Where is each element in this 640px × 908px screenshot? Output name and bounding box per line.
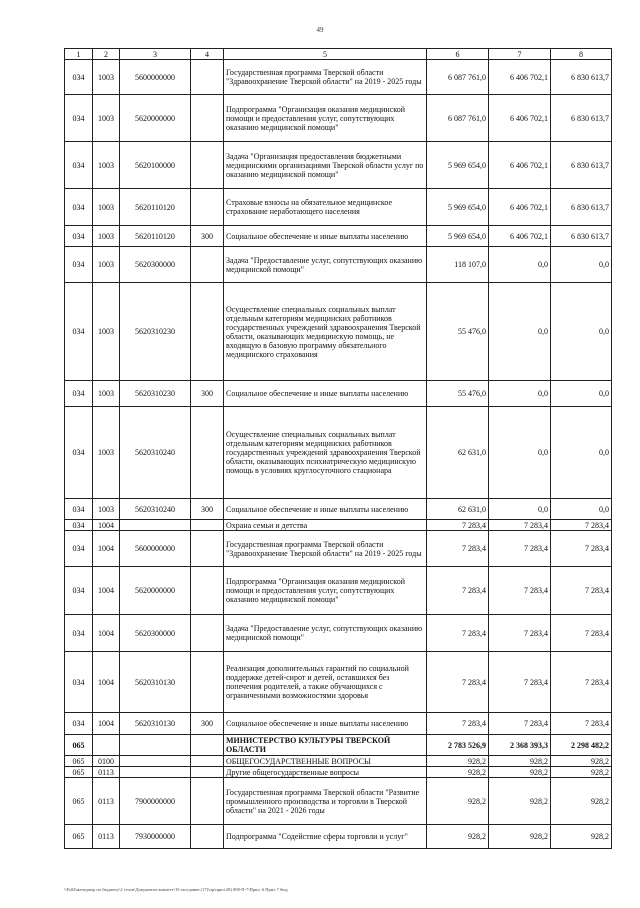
header-cell: 6: [427, 49, 489, 60]
table-row: [65, 652, 612, 713]
cell-amount-2: 7 283,4: [489, 652, 551, 713]
cell-target-article: 5620000000: [120, 567, 191, 615]
cell-expense-type: [191, 778, 224, 825]
cell-amount-1: 6 087 761,0: [427, 60, 489, 95]
cell-amount-1: 928,2: [427, 778, 489, 825]
cell-name: Охрана семьи и детства: [224, 520, 427, 531]
cell-amount-3: 7 283,4: [551, 615, 612, 652]
cell-amount-3: 0,0: [551, 499, 612, 520]
cell-amount-3: 7 283,4: [551, 652, 612, 713]
cell-name: Другие общегосударственные вопросы: [224, 767, 427, 778]
cell-section: 1004: [93, 713, 120, 735]
cell-amount-3: 6 830 613,7: [551, 60, 612, 95]
cell-expense-type: [191, 520, 224, 531]
cell-amount-1: 7 283,4: [427, 531, 489, 567]
cell-name: МИНИСТЕРСТВО КУЛЬТУРЫ ТВЕРСКОЙ ОБЛАСТИ: [224, 735, 427, 756]
cell-section: 0113: [93, 778, 120, 825]
table-row: [65, 95, 612, 142]
cell-amount-3: 6 830 613,7: [551, 142, 612, 189]
header-cell: 4: [191, 49, 224, 60]
cell-amount-3: 7 283,4: [551, 567, 612, 615]
cell-amount-2: 0,0: [489, 247, 551, 283]
cell-expense-type: [191, 95, 224, 142]
table-row: [65, 142, 612, 189]
cell-expense-type: [191, 652, 224, 713]
table-row: [65, 499, 612, 520]
cell-amount-3: 6 830 613,7: [551, 95, 612, 142]
cell-ved: 034: [65, 567, 93, 615]
cell-amount-1: 62 631,0: [427, 499, 489, 520]
table-row: [65, 767, 612, 778]
cell-ved: 065: [65, 767, 93, 778]
cell-amount-2: 2 368 393,3: [489, 735, 551, 756]
cell-name: Задача "Предоставление услуг, сопутствующих оказанию медицинской помощи": [224, 247, 427, 283]
cell-section: 1004: [93, 652, 120, 713]
cell-ved: 034: [65, 95, 93, 142]
cell-name: Подпрограмма "Организация оказания медицинской помощи и предоставления услуг, сопутствующих оказанию медицинской помощи": [224, 567, 427, 615]
cell-amount-2: 6 406 702,1: [489, 189, 551, 226]
table-row: [65, 60, 612, 95]
cell-section: 1003: [93, 142, 120, 189]
cell-target-article: 5620300000: [120, 247, 191, 283]
cell-name: Страховые взносы на обязательное медицинское страхование неработающего населения: [224, 189, 427, 226]
cell-ved: 034: [65, 142, 93, 189]
cell-amount-3: 7 283,4: [551, 713, 612, 735]
cell-expense-type: 300: [191, 381, 224, 407]
cell-expense-type: [191, 283, 224, 381]
cell-amount-2: 928,2: [489, 778, 551, 825]
cell-name: Социальное обеспечение и иные выплаты населению: [224, 499, 427, 520]
cell-amount-2: 6 406 702,1: [489, 142, 551, 189]
cell-name: Государственная программа Тверской области "Здравоохранение Тверской области" на 2019 - 2025 годы: [224, 60, 427, 95]
cell-amount-1: 7 283,4: [427, 567, 489, 615]
cell-amount-2: 928,2: [489, 825, 551, 849]
header-cell: 8: [551, 49, 612, 60]
cell-name: Осуществление специальных социальных выплат отдельным категориям медицинских работников государственных учреждений здравоохранения Тверской области, оказывающих медицинскую помощь, не входящую в базовую программу обязательного медицинского страхования: [224, 283, 427, 381]
cell-name: Реализация дополнительных гарантий по социальной поддержке детей-сирот и детей, оставшихся без попечения родителей, а также обучающихся с ограниченными возможностями здоровья: [224, 652, 427, 713]
cell-section: 0113: [93, 767, 120, 778]
table-row: [65, 520, 612, 531]
cell-section: 1004: [93, 531, 120, 567]
cell-target-article: [120, 767, 191, 778]
cell-section: 1003: [93, 189, 120, 226]
cell-amount-2: 6 406 702,1: [489, 60, 551, 95]
cell-amount-1: 7 283,4: [427, 713, 489, 735]
cell-section: 1004: [93, 567, 120, 615]
cell-name: Социальное обеспечение и иные выплаты населению: [224, 226, 427, 247]
cell-target-article: 5620310130: [120, 713, 191, 735]
cell-amount-2: 7 283,4: [489, 615, 551, 652]
cell-target-article: 5620110120: [120, 189, 191, 226]
cell-target-article: 7930000000: [120, 825, 191, 849]
cell-ved: 034: [65, 189, 93, 226]
cell-amount-1: 928,2: [427, 756, 489, 767]
cell-amount-1: 928,2: [427, 825, 489, 849]
table-row: [65, 407, 612, 499]
cell-amount-3: 928,2: [551, 756, 612, 767]
cell-name: Социальное обеспечение и иные выплаты населению: [224, 713, 427, 735]
cell-target-article: [120, 735, 191, 756]
cell-target-article: 5620310130: [120, 652, 191, 713]
cell-amount-3: 928,2: [551, 767, 612, 778]
cell-amount-2: 7 283,4: [489, 713, 551, 735]
header-row: [65, 49, 612, 60]
table-row: [65, 756, 612, 767]
cell-section: 0113: [93, 825, 120, 849]
cell-target-article: 5600000000: [120, 60, 191, 95]
cell-ved: 065: [65, 735, 93, 756]
table-row: [65, 283, 612, 381]
cell-ved: 034: [65, 520, 93, 531]
cell-section: 1004: [93, 520, 120, 531]
table-row: [65, 825, 612, 849]
cell-expense-type: 300: [191, 499, 224, 520]
table-row: [65, 247, 612, 283]
cell-expense-type: [191, 60, 224, 95]
cell-amount-3: 0,0: [551, 381, 612, 407]
cell-amount-3: 6 830 613,7: [551, 189, 612, 226]
cell-expense-type: [191, 756, 224, 767]
cell-ved: 034: [65, 531, 93, 567]
cell-expense-type: [191, 189, 224, 226]
cell-amount-1: 2 783 526,9: [427, 735, 489, 756]
cell-amount-1: 7 283,4: [427, 615, 489, 652]
cell-target-article: 5620310240: [120, 407, 191, 499]
cell-amount-1: 55 476,0: [427, 381, 489, 407]
cell-ved: 034: [65, 247, 93, 283]
cell-section: 1004: [93, 615, 120, 652]
cell-expense-type: [191, 567, 224, 615]
cell-target-article: 5620000000: [120, 95, 191, 142]
table-row: [65, 735, 612, 756]
cell-ved: 034: [65, 60, 93, 95]
cell-section: 1003: [93, 499, 120, 520]
cell-section: 1003: [93, 381, 120, 407]
cell-expense-type: [191, 735, 224, 756]
cell-amount-1: 7 283,4: [427, 652, 489, 713]
cell-name: Государственная программа Тверской области "Здравоохранение Тверской области" на 2019 - 2025 годы: [224, 531, 427, 567]
cell-target-article: 5620100000: [120, 142, 191, 189]
cell-amount-2: 7 283,4: [489, 531, 551, 567]
table-row: [65, 189, 612, 226]
cell-ved: 065: [65, 778, 93, 825]
cell-expense-type: [191, 825, 224, 849]
cell-target-article: 5620310240: [120, 499, 191, 520]
cell-expense-type: [191, 247, 224, 283]
cell-ved: 034: [65, 652, 93, 713]
cell-ved: 034: [65, 615, 93, 652]
cell-amount-3: 6 830 613,7: [551, 226, 612, 247]
cell-section: 1003: [93, 60, 120, 95]
cell-section: 1003: [93, 407, 120, 499]
table-row: [65, 531, 612, 567]
footer-path: \\Fs02\менеджер по бюджету\2 сезон\Документы комитет\19 заседание (17)\пр\прил\28) 008-П-7\Прил. 6 Прил 7 бюд: [64, 887, 288, 892]
cell-amount-1: 5 969 654,0: [427, 189, 489, 226]
cell-amount-1: 928,2: [427, 767, 489, 778]
cell-expense-type: [191, 615, 224, 652]
cell-target-article: [120, 520, 191, 531]
cell-name: Социальное обеспечение и иные выплаты населению: [224, 381, 427, 407]
cell-amount-2: 7 283,4: [489, 567, 551, 615]
table-row: [65, 381, 612, 407]
header-cell: 1: [65, 49, 93, 60]
cell-ved: 065: [65, 756, 93, 767]
table-body: [65, 60, 612, 849]
table-row: [65, 615, 612, 652]
cell-target-article: 5620310230: [120, 381, 191, 407]
cell-ved: 034: [65, 226, 93, 247]
cell-section: 1003: [93, 226, 120, 247]
cell-amount-3: 928,2: [551, 825, 612, 849]
cell-target-article: [120, 756, 191, 767]
cell-name: ОБЩЕГОСУДАРСТВЕННЫЕ ВОПРОСЫ: [224, 756, 427, 767]
cell-amount-1: 5 969 654,0: [427, 226, 489, 247]
cell-amount-1: 118 107,0: [427, 247, 489, 283]
cell-amount-1: 6 087 761,0: [427, 95, 489, 142]
cell-amount-2: 0,0: [489, 283, 551, 381]
cell-amount-1: 7 283,4: [427, 520, 489, 531]
cell-name: Государственная программа Тверской области "Развитие промышленного производства и торговли в Тверской области" на 2021 - 2026 годы: [224, 778, 427, 825]
cell-amount-3: 928,2: [551, 778, 612, 825]
cell-expense-type: [191, 531, 224, 567]
cell-section: 0100: [93, 756, 120, 767]
cell-amount-2: 0,0: [489, 499, 551, 520]
cell-ved: 034: [65, 499, 93, 520]
header-cell: 2: [93, 49, 120, 60]
cell-name: Осуществление специальных социальных выплат отдельным категориям медицинских работников государственных учреждений здравоохранения Тверской области, оказывающих психиатрическую медицинскую помощь в условиях круглосуточного стационара: [224, 407, 427, 499]
cell-amount-2: 7 283,4: [489, 520, 551, 531]
cell-amount-1: 55 476,0: [427, 283, 489, 381]
cell-ved: 065: [65, 825, 93, 849]
table-row: [65, 778, 612, 825]
cell-amount-2: 0,0: [489, 381, 551, 407]
cell-section: 1003: [93, 247, 120, 283]
cell-amount-3: 7 283,4: [551, 531, 612, 567]
cell-amount-2: 6 406 702,1: [489, 226, 551, 247]
cell-amount-3: 7 283,4: [551, 520, 612, 531]
cell-expense-type: 300: [191, 713, 224, 735]
cell-ved: 034: [65, 381, 93, 407]
cell-amount-3: 0,0: [551, 247, 612, 283]
cell-target-article: 7900000000: [120, 778, 191, 825]
cell-section: [93, 735, 120, 756]
cell-expense-type: [191, 767, 224, 778]
page-number: 49: [316, 26, 324, 34]
cell-section: 1003: [93, 95, 120, 142]
cell-expense-type: [191, 407, 224, 499]
header-cell: 7: [489, 49, 551, 60]
cell-target-article: 5620110120: [120, 226, 191, 247]
cell-amount-2: 0,0: [489, 407, 551, 499]
cell-name: Задача "Организация предоставления бюджетными медицинскими организациями Тверской области услуг по оказанию медицинской помощи": [224, 142, 427, 189]
cell-ved: 034: [65, 283, 93, 381]
cell-target-article: 5620310230: [120, 283, 191, 381]
cell-name: Подпрограмма "Организация оказания медицинской помощи и предоставления услуг, сопутствующих оказанию медицинской помощи": [224, 95, 427, 142]
cell-amount-3: 0,0: [551, 283, 612, 381]
table-row: [65, 567, 612, 615]
cell-ved: 034: [65, 713, 93, 735]
cell-section: 1003: [93, 283, 120, 381]
cell-target-article: 5620300000: [120, 615, 191, 652]
cell-amount-3: 0,0: [551, 407, 612, 499]
table-row: [65, 226, 612, 247]
cell-name: Задача "Предоставление услуг, сопутствующих оказанию медицинской помощи": [224, 615, 427, 652]
cell-amount-2: 928,2: [489, 767, 551, 778]
cell-amount-2: 928,2: [489, 756, 551, 767]
budget-table: [64, 48, 612, 849]
cell-expense-type: 300: [191, 226, 224, 247]
cell-target-article: 5600000000: [120, 531, 191, 567]
table-row: [65, 713, 612, 735]
cell-amount-2: 6 406 702,1: [489, 95, 551, 142]
header-cell: 3: [120, 49, 191, 60]
header-cell: 5: [224, 49, 427, 60]
cell-ved: 034: [65, 407, 93, 499]
cell-amount-1: 5 969 654,0: [427, 142, 489, 189]
cell-amount-1: 62 631,0: [427, 407, 489, 499]
cell-amount-3: 2 298 482,2: [551, 735, 612, 756]
cell-expense-type: [191, 142, 224, 189]
cell-name: Подпрограмма "Содействие сферы торговли и услуг": [224, 825, 427, 849]
